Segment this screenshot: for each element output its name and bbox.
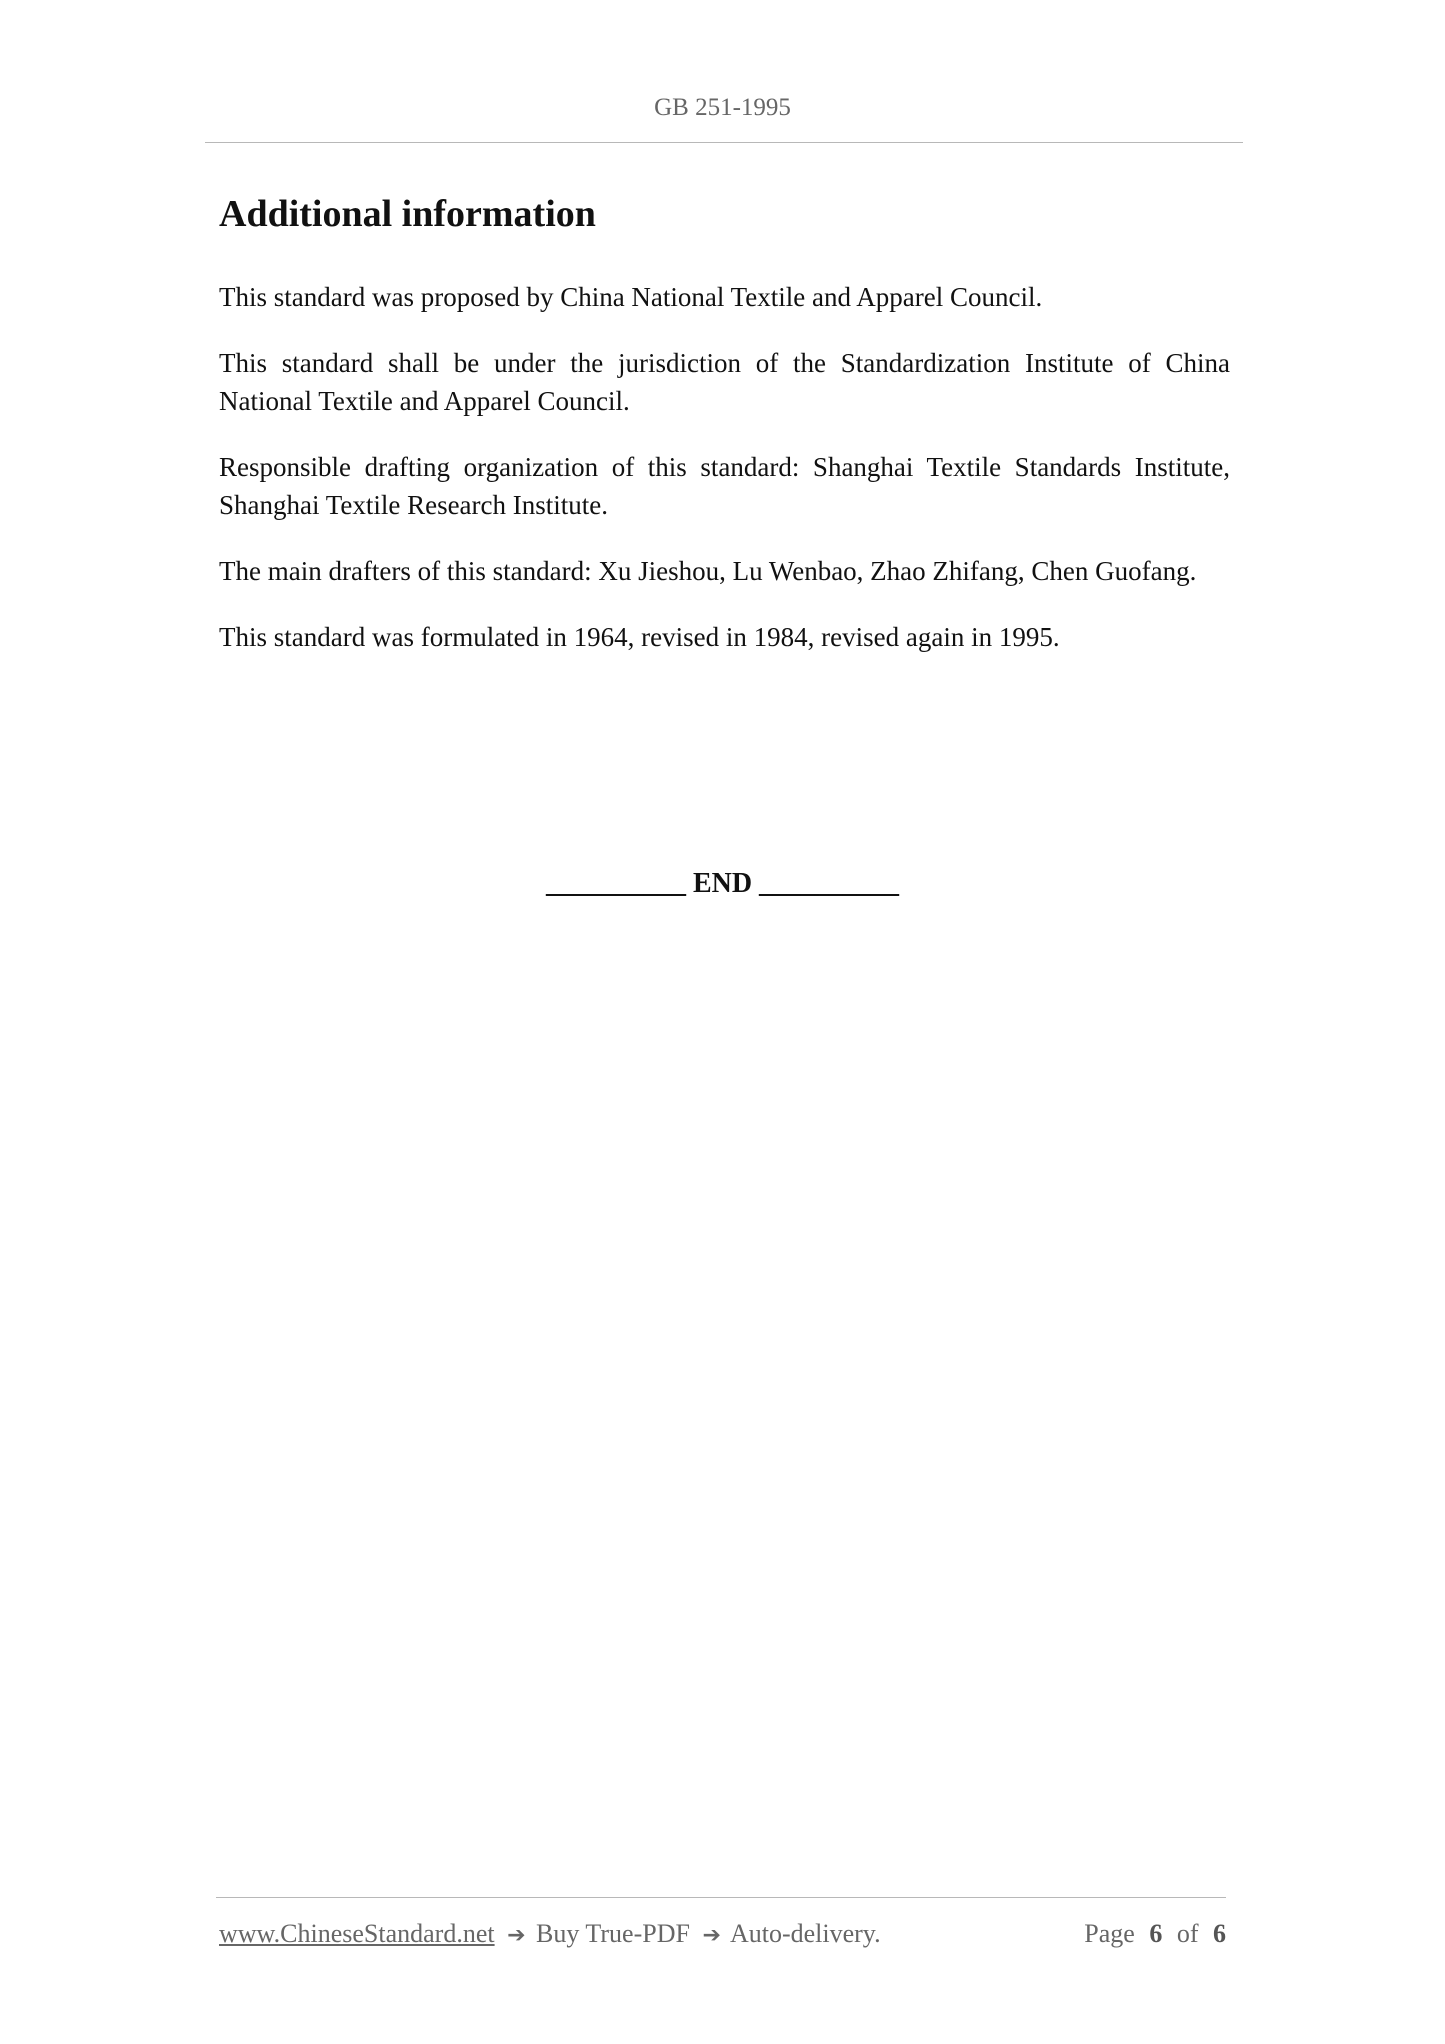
- right-arrow-icon: ➔: [507, 1923, 526, 1948]
- page-content: [219, 188, 1230, 684]
- page-label: Page: [1084, 1919, 1135, 1948]
- current-page-number: 6: [1149, 1919, 1163, 1948]
- paragraph-main-drafters: The main drafters of this standard: Xu Jieshou, Lu Wenbao, Zhao Zhifang, Chen Guofang.: [219, 556, 1197, 586]
- website-link[interactable]: www.ChineseStandard.net: [219, 1919, 495, 1948]
- footer-promo: [219, 1914, 881, 1956]
- paragraph-jurisdiction: This standard shall be under the jurisdiction of the Standardization Institute of China National Textile and Apparel Council.: [219, 348, 1230, 416]
- section-heading: Additional information: [219, 193, 596, 235]
- header-divider: [205, 142, 1243, 143]
- end-marker: __________ END __________: [545, 868, 900, 899]
- of-label: of: [1176, 1919, 1199, 1948]
- buy-true-pdf-text: Buy True-PDF: [536, 1919, 690, 1948]
- right-arrow-icon: ➔: [702, 1923, 721, 1948]
- auto-delivery-text: Auto-delivery.: [729, 1919, 881, 1948]
- paragraph-drafting-organization: Responsible drafting organization of this standard: Shanghai Textile Standards Institute, Shanghai Textile Research Institute.: [219, 452, 1230, 520]
- page-indicator: [1084, 1914, 1226, 1954]
- paragraph-proposed-by: This standard was proposed by China National Textile and Apparel Council.: [219, 282, 1043, 312]
- paragraph-history: This standard was formulated in 1964, revised in 1984, revised again in 1995.: [219, 622, 1060, 652]
- document-code: GB 251-1995: [654, 94, 791, 121]
- total-pages-number: 6: [1213, 1919, 1226, 1948]
- footer-divider: [216, 1897, 1226, 1898]
